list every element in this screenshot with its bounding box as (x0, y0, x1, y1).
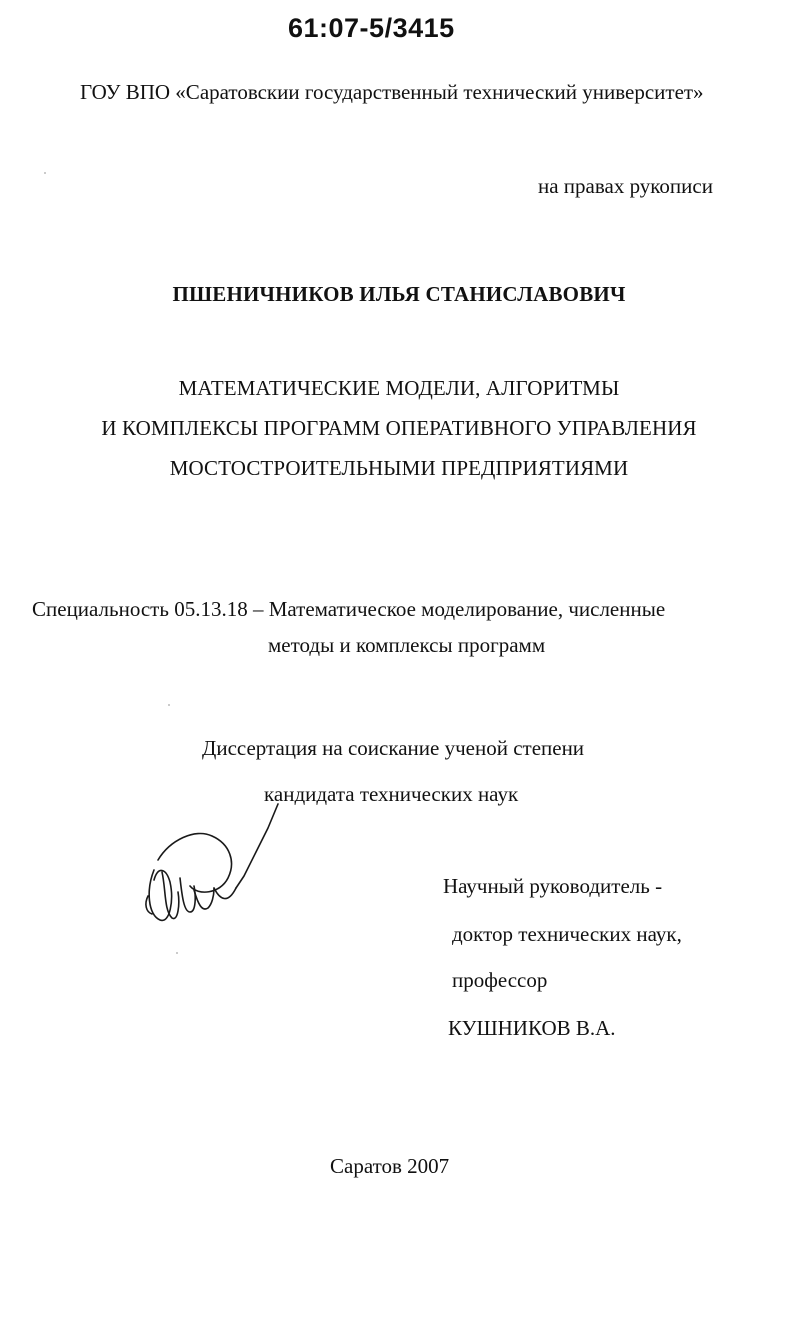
scan-speck (176, 952, 178, 954)
title-line-3: МОСТОСТРОИТЕЛЬНЫМИ ПРЕДПРИЯТИЯМИ (169, 456, 629, 480)
supervisor-name: КУШНИКОВ В.А. (448, 1016, 616, 1040)
author-name: ПШЕНИЧНИКОВ ИЛЬЯ СТАНИСЛАВОВИЧ (172, 282, 626, 306)
supervisor-degree: доктор технических наук, (452, 922, 682, 946)
supervisor-role: Научный руководитель - (443, 874, 663, 898)
scan-speck (44, 172, 46, 174)
specialty-line-2: методы и комплексы программ (268, 633, 546, 657)
city-year: Саратов 2007 (330, 1154, 450, 1178)
scan-speck (168, 704, 170, 706)
dissertation-line-1: Диссертация на соискание ученой степени (202, 736, 585, 760)
title-line-1: МАТЕМАТИЧЕСКИЕ МОДЕЛИ, АЛГОРИТМЫ (178, 376, 620, 400)
signature-icon (140, 800, 290, 940)
supervisor-title: профессор (452, 968, 548, 992)
document-number: 61:07-5/3415 (288, 13, 455, 43)
specialty-line-1: Специальность 05.13.18 – Математическое моделирование, численные (32, 597, 666, 621)
dissertation-line-2: кандидата технических наук (264, 782, 519, 806)
manuscript-note: на правах рукописи (538, 174, 713, 198)
institution-name: ГОУ ВПО «Саратовскии государственный технический университет» (80, 80, 704, 104)
title-line-2: И КОМПЛЕКСЫ ПРОГРАММ ОПЕРАТИВНОГО УПРАВЛЕНИЯ (101, 416, 697, 440)
